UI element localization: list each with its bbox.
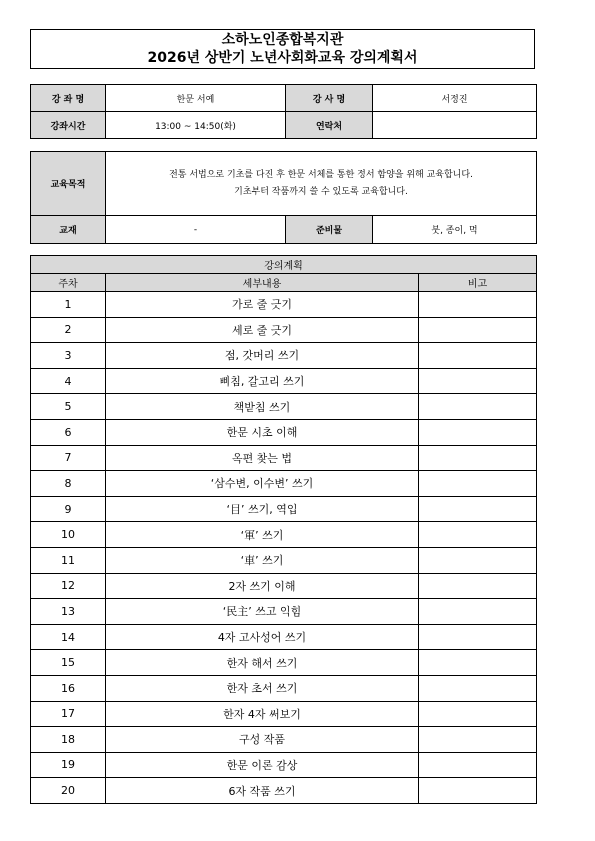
table-row: [31, 752, 537, 778]
course-name-value: 한문 서예: [106, 85, 286, 112]
week-cell: 15: [31, 650, 106, 676]
note-cell: [419, 675, 537, 701]
content-cell: 삐침, 갈고리 쓰기: [106, 368, 419, 394]
table-row: [31, 675, 537, 701]
content-cell: 가로 줄 긋기: [106, 292, 419, 318]
title-line-1: 소하노인종합복지관: [221, 32, 344, 48]
contact-value: [373, 112, 537, 139]
week-cell: 4: [31, 368, 106, 394]
table-row: [31, 624, 537, 650]
week-cell: 5: [31, 394, 106, 420]
table-row: [31, 292, 537, 318]
content-cell: 옥편 찾는 법: [106, 445, 419, 471]
textbook-value: -: [106, 216, 286, 244]
week-cell: 11: [31, 547, 106, 573]
table-row: [31, 778, 537, 804]
content-cell: ‘車’ 쓰기: [106, 547, 419, 573]
table-row: [31, 701, 537, 727]
table-row: [31, 445, 537, 471]
week-cell: 3: [31, 343, 106, 369]
week-cell: 10: [31, 522, 106, 548]
course-time-label: 강좌시간: [31, 112, 106, 139]
note-cell: [419, 343, 537, 369]
week-cell: 6: [31, 419, 106, 445]
content-cell: 한문 시초 이해: [106, 419, 419, 445]
supplies-label: 준비물: [286, 216, 373, 244]
goal-label: 교육목적: [31, 152, 106, 216]
goal-line-1: 전통 서법으로 기초를 다진 후 한문 서체를 통한 정서 함양을 위해 교육합니다.: [169, 169, 473, 180]
content-cell: 2자 쓰기 이해: [106, 573, 419, 599]
textbook-label: 교재: [31, 216, 106, 244]
course-name-label: 강 좌 명: [31, 85, 106, 112]
week-cell: 13: [31, 599, 106, 625]
table-row: [31, 368, 537, 394]
content-cell: 6자 작품 쓰기: [106, 778, 419, 804]
table-row: [31, 471, 537, 497]
content-cell: 4자 고사성어 쓰기: [106, 624, 419, 650]
week-cell: 20: [31, 778, 106, 804]
table-row: [31, 419, 537, 445]
week-cell: 16: [31, 675, 106, 701]
table-row: [31, 522, 537, 548]
note-header: 비고: [419, 274, 537, 292]
note-cell: [419, 368, 537, 394]
note-cell: [419, 445, 537, 471]
week-cell: 9: [31, 496, 106, 522]
content-cell: 점, 갓머리 쓰기: [106, 343, 419, 369]
note-cell: [419, 496, 537, 522]
week-cell: 18: [31, 727, 106, 753]
content-cell: 한자 해서 쓰기: [106, 650, 419, 676]
supplies-value: 붓, 종이, 먹: [373, 216, 537, 244]
note-cell: [419, 547, 537, 573]
note-cell: [419, 752, 537, 778]
instructor-value: 서정진: [373, 85, 537, 112]
content-cell: ‘目’ 쓰기, 역입: [106, 496, 419, 522]
table-row: [31, 317, 537, 343]
document-title: [30, 29, 535, 69]
table-row: [31, 599, 537, 625]
content-cell: ‘軍’ 쓰기: [106, 522, 419, 548]
lesson-plan-table: [30, 255, 537, 804]
title-line-2: 2026년 상반기 노년사회화교육 강의계획서: [147, 50, 418, 66]
content-cell: 한자 4자 써보기: [106, 701, 419, 727]
week-cell: 2: [31, 317, 106, 343]
week-cell: 12: [31, 573, 106, 599]
note-cell: [419, 522, 537, 548]
week-cell: 19: [31, 752, 106, 778]
course-info-table: [30, 84, 537, 139]
week-header: 주차: [31, 274, 106, 292]
content-cell: ‘民主’ 쓰고 익힘: [106, 599, 419, 625]
content-header: 세부내용: [106, 274, 419, 292]
table-row: [31, 547, 537, 573]
note-cell: [419, 650, 537, 676]
week-cell: 14: [31, 624, 106, 650]
table-row: [31, 727, 537, 753]
week-cell: 1: [31, 292, 106, 318]
note-cell: [419, 419, 537, 445]
goal-line-2: 기초부터 작품까지 쓸 수 있도록 교육합니다.: [234, 186, 408, 197]
course-goal-table: [30, 151, 537, 244]
note-cell: [419, 599, 537, 625]
table-row: [31, 394, 537, 420]
content-cell: 구성 작품: [106, 727, 419, 753]
week-cell: 8: [31, 471, 106, 497]
week-cell: 7: [31, 445, 106, 471]
note-cell: [419, 573, 537, 599]
note-cell: [419, 471, 537, 497]
contact-label: 연락처: [286, 112, 373, 139]
table-row: [31, 496, 537, 522]
note-cell: [419, 727, 537, 753]
content-cell: 세로 줄 긋기: [106, 317, 419, 343]
table-row: [31, 343, 537, 369]
plan-section-title: 강의계획: [31, 256, 537, 274]
course-time-value: 13:00 ~ 14:50(화): [106, 112, 286, 139]
content-cell: 책받침 쓰기: [106, 394, 419, 420]
note-cell: [419, 292, 537, 318]
content-cell: 한문 이론 감상: [106, 752, 419, 778]
content-cell: 한자 초서 쓰기: [106, 675, 419, 701]
note-cell: [419, 624, 537, 650]
table-row: [31, 650, 537, 676]
note-cell: [419, 317, 537, 343]
table-row: [31, 573, 537, 599]
instructor-label: 강 사 명: [286, 85, 373, 112]
week-cell: 17: [31, 701, 106, 727]
goal-value: [106, 152, 537, 216]
note-cell: [419, 701, 537, 727]
note-cell: [419, 394, 537, 420]
content-cell: ‘삼수변, 이수변’ 쓰기: [106, 471, 419, 497]
note-cell: [419, 778, 537, 804]
